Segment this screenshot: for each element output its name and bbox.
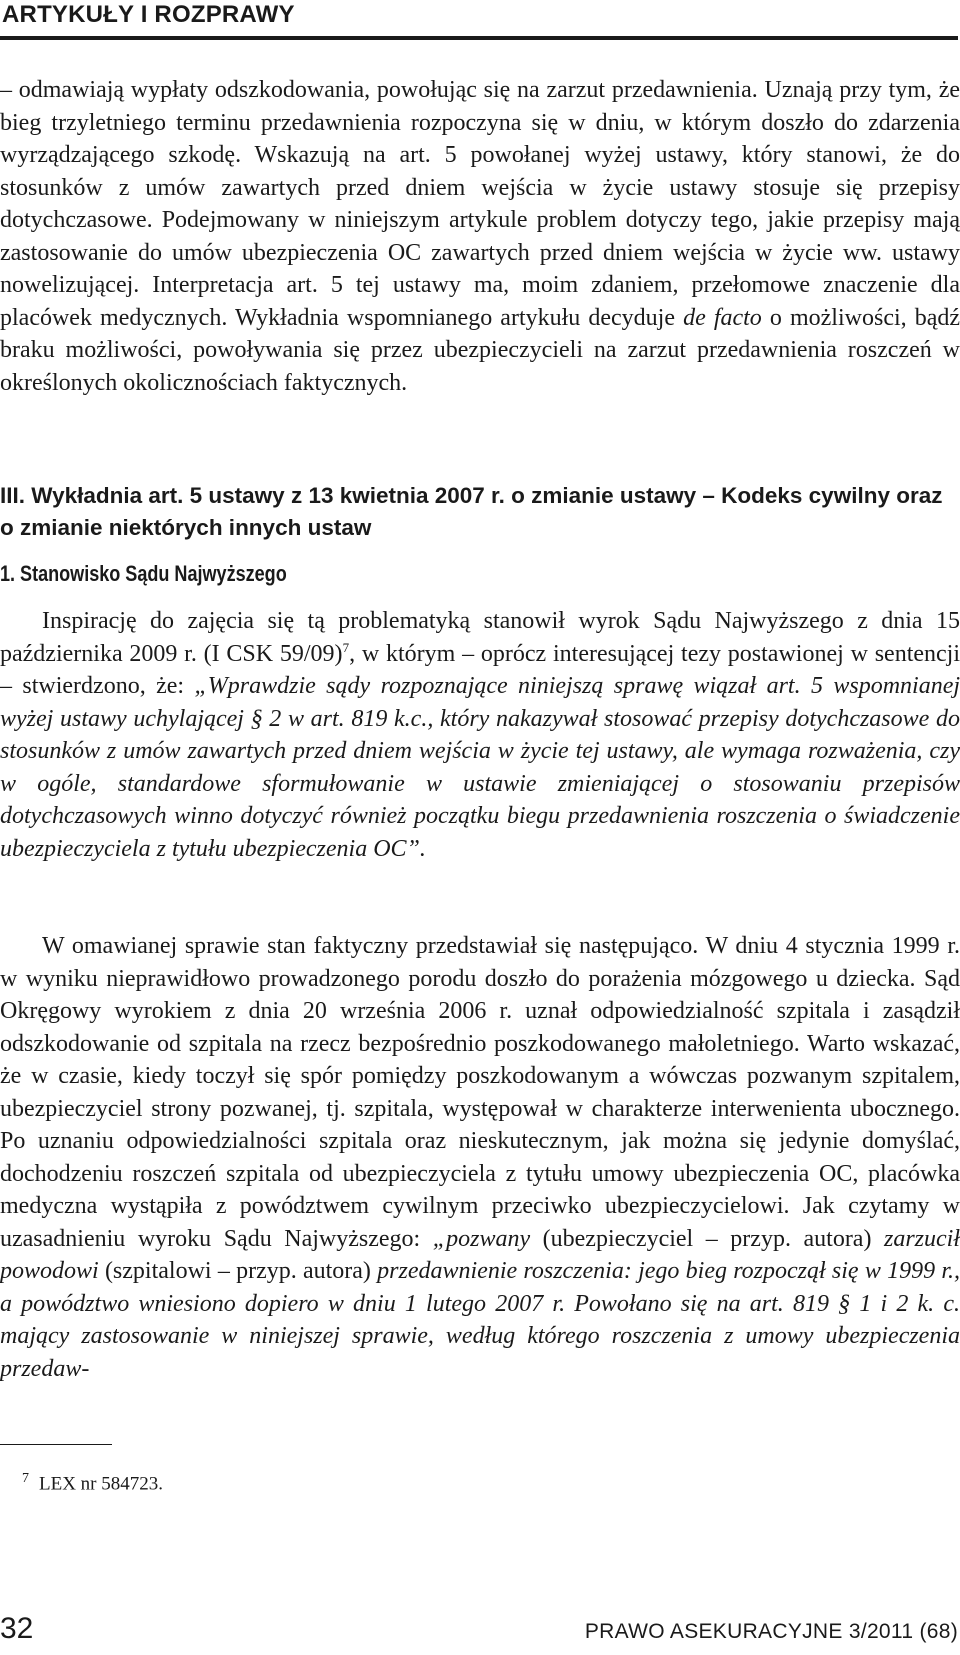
section-label: ARTYKUŁY I ROZPRAWY xyxy=(2,1,295,28)
paragraph-3-italic-1: „pozwany xyxy=(432,1225,531,1252)
paragraph-1-italic: de facto xyxy=(683,304,762,331)
footnote-divider xyxy=(0,1444,112,1445)
paragraph-1-end: o możliwości, bądź braku możliwości, powoływania się przez ubezpieczycieli na zarzut przedawnienia roszczeń w określonych okolicznościach faktycznych. xyxy=(0,304,960,396)
footnote xyxy=(22,1471,163,1495)
subsection-heading: 1. Stanowisko Sądu Najwyższego xyxy=(0,561,287,586)
paragraph-3 xyxy=(0,930,960,1385)
paragraph-2 xyxy=(0,605,960,865)
paragraph-3-italic-3: przedawnienie roszczenia: jego bieg rozpoczął się w 1999 r., a powództwo wniesiono dopiero w dniu 1 lutego 2007 r. Powołano się na art. 819 § 1 i 2 k. c. mający zastosowanie w niniejszej sprawie, według którego roszczenia z umowy ubezpieczenia przedaw- xyxy=(0,1258,960,1382)
paragraph-2-quote: „Wprawdzie sądy rozpoznające niniejszą sprawę wiązał art. 5 wspomnianej wyżej ustawy uchylającej § 2 w art. 819 k.c., który nakazywał stosować przepisy dotychczasowe do stosunków z umów zawartych przed dniem wejścia w życie tej ustawy, ale wymaga rozważenia, czy w ogóle, standardowe sformułowanie w ustawie zmieniającej o stosowaniu przepisów dotychczasowych winno dotyczyć również początku biegu przedawnienia roszczenia o świadczenie ubezpieczyciela z tytułu ubezpieczenia OC”. xyxy=(0,673,960,862)
paragraph-1-text: – odmawiają wypłaty odszkodowania, powołując się na zarzut przedawnienia. Uznają przy tym, że bieg trzyletniego terminu przedawnienia rozpoczyna się w dniu, w którym doszło do zdarzenia wyrządzającego szkodę. Wskazują na art. 5 powołanej wyżej ustawy, który stanowi, że do stosunków z umów zawartych przed dniem wejścia w życie ustawy stosuje się przepisy dotychczasowe. Podejmowany w niniejszym artykule problem dotyczy tego, jakie przepisy mają zastosowanie do umów ubezpieczenia OC zawartych przed dniem wejścia w życie ww. ustawy nowelizującej. Interpretacja art. 5 tej ustawy ma, moim zdaniem, przełomowe znaczenie dla placówek medycznych. Wykładnia wspomnianego artykułu decyduje xyxy=(0,77,960,331)
running-header xyxy=(0,0,958,40)
journal-title: PRAWO ASEKURACYJNE 3/2011 (68) xyxy=(584,1620,958,1643)
page-number: 32 xyxy=(0,1612,34,1645)
paragraph-3-text-2: (szpitalowi – przyp. autora) xyxy=(104,1258,371,1284)
footnote-reference[interactable]: 7 xyxy=(342,639,350,655)
footnote-number: 7 xyxy=(22,1471,29,1486)
section-heading: III. Wykładnia art. 5 ustawy z 13 kwietnia 2007 r. o zmianie ustawy – Kodeks cywilny oraz o zmianie niektórych innych ustaw xyxy=(0,483,943,540)
footnote-text: LEX nr 584723. xyxy=(39,1473,164,1495)
paragraph-1 xyxy=(0,74,960,399)
paragraph-3-start: W omawianej sprawie stan faktyczny przedstawiał się następująco. W dniu 4 stycznia 1999 r. w wyniku nieprawidłowo prowadzonego porodu doszło do porażenia mózgowego u dziecka. Sąd Okręgowy wyrokiem z dnia 20 września 2006 r. uznał odpowiedzialność szpitala i zasądził odszkodowanie od szpitala na rzecz bezpośrednio poszkodowanego małoletniego. Warto wskazać, że w czasie, kiedy toczył się spór pomiędzy poszkodowanym a wówczas pozwanym szpitalem, ubezpieczyciel strony pozwanej, tj. szpitala, występował w charakterze interwenienta ubocznego. Po uznaniu odpowiedzialności szpitala oraz nieskutecznym, jak można się jedynie domyślać, dochodzeniu roszczeń szpitala od ubezpieczyciela z tytułu umowy ubezpieczenia OC, placówka medyczna wystąpiła z powództwem cywilnym przeciwko ubezpieczycielowi. Jak czytamy w uzasadnieniu wyroku Sądu Najwyższego: xyxy=(0,933,960,1252)
paragraph-3-text-1: (ubezpieczyciel – przyp. autora) xyxy=(542,1225,872,1252)
paragraph-2-mid: , w którym – oprócz interesującej tezy postawionej w sentencji – stwierdzono, że: xyxy=(0,640,960,699)
paragraph-2-start: Inspirację do zajęcia się tą problematyką stanowił wyrok Sądu Najwyższego z dnia 15 października 2009 r. (I CSK 59/09) xyxy=(0,608,960,667)
paragraph-3-italic-2: zarzucił powodowi xyxy=(0,1225,960,1284)
